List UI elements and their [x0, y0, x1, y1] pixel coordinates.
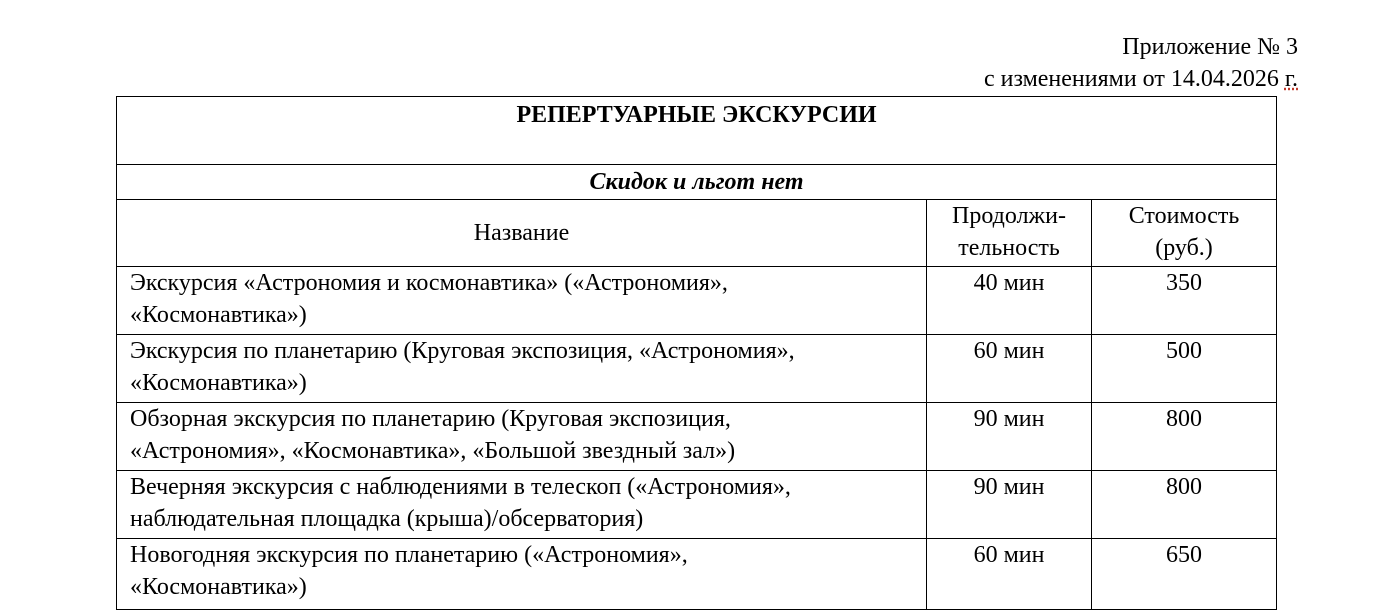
appendix-header	[984, 31, 1298, 95]
appendix-changes-suffix: г.	[1284, 66, 1298, 92]
excursion-price: 800	[1092, 403, 1277, 471]
excursion-name	[117, 267, 927, 335]
table-row	[117, 267, 1277, 335]
excursion-name-line2: «Космонавтика»)	[130, 574, 307, 600]
excursion-price: 500	[1092, 335, 1277, 403]
excursion-name	[117, 471, 927, 539]
excursion-name	[117, 539, 927, 610]
excursion-name-line1: Экскурсия по планетарию (Круговая экспозиция, «Астрономия»,	[130, 338, 795, 364]
excursion-price: 350	[1092, 267, 1277, 335]
appendix-changes-text: с изменениями от 14.04.2026	[983, 66, 1285, 92]
table-row	[117, 335, 1277, 403]
excursion-name-line2: наблюдательная площадка (крыша)/обсерватория)	[130, 506, 644, 532]
table-row	[117, 471, 1277, 539]
excursion-duration: 90 мин	[927, 403, 1092, 471]
excursion-duration: 90 мин	[927, 471, 1092, 539]
header-price	[1092, 200, 1277, 267]
header-price-line1: Стоимость	[1128, 203, 1240, 229]
excursion-price: 650	[1092, 539, 1277, 610]
excursions-table	[116, 96, 1277, 610]
appendix-number: Приложение № 3	[1122, 34, 1298, 60]
header-duration-line2: тельность	[958, 235, 1060, 261]
table-title: РЕПЕРТУАРНЫЕ ЭКСКУРСИИ	[117, 97, 1277, 165]
excursion-price: 800	[1092, 471, 1277, 539]
excursion-duration: 40 мин	[927, 267, 1092, 335]
table-subtitle: Скидок и льгот нет	[117, 165, 1277, 200]
excursion-name-line1: Вечерняя экскурсия с наблюдениями в телескоп («Астрономия»,	[130, 474, 791, 500]
excursion-name-line1: Новогодняя экскурсия по планетарию («Астрономия»,	[130, 542, 688, 568]
excursion-name-line1: Обзорная экскурсия по планетарию (Круговая экспозиция,	[130, 406, 731, 432]
excursion-name-line2: «Астрономия», «Космонавтика», «Большой звездный зал»)	[130, 438, 736, 464]
header-duration-line1: Продолжи-	[952, 203, 1066, 229]
table-header-row	[117, 200, 1277, 267]
excursion-name-line2: «Космонавтика»)	[130, 370, 307, 396]
table-row	[117, 539, 1277, 610]
excursion-name	[117, 335, 927, 403]
excursion-name	[117, 403, 927, 471]
header-price-line2: (руб.)	[1155, 235, 1213, 261]
table-title-row	[117, 97, 1277, 165]
table-subtitle-row	[117, 165, 1277, 200]
excursion-name-line2: «Космонавтика»)	[130, 302, 307, 328]
table-row	[117, 403, 1277, 471]
header-duration	[927, 200, 1092, 267]
appendix-changes-date	[984, 63, 1298, 95]
excursion-duration: 60 мин	[927, 539, 1092, 610]
excursion-duration: 60 мин	[927, 335, 1092, 403]
excursion-name-line1: Экскурсия «Астрономия и космонавтика» («Астрономия»,	[130, 270, 728, 296]
header-name: Название	[117, 200, 927, 267]
